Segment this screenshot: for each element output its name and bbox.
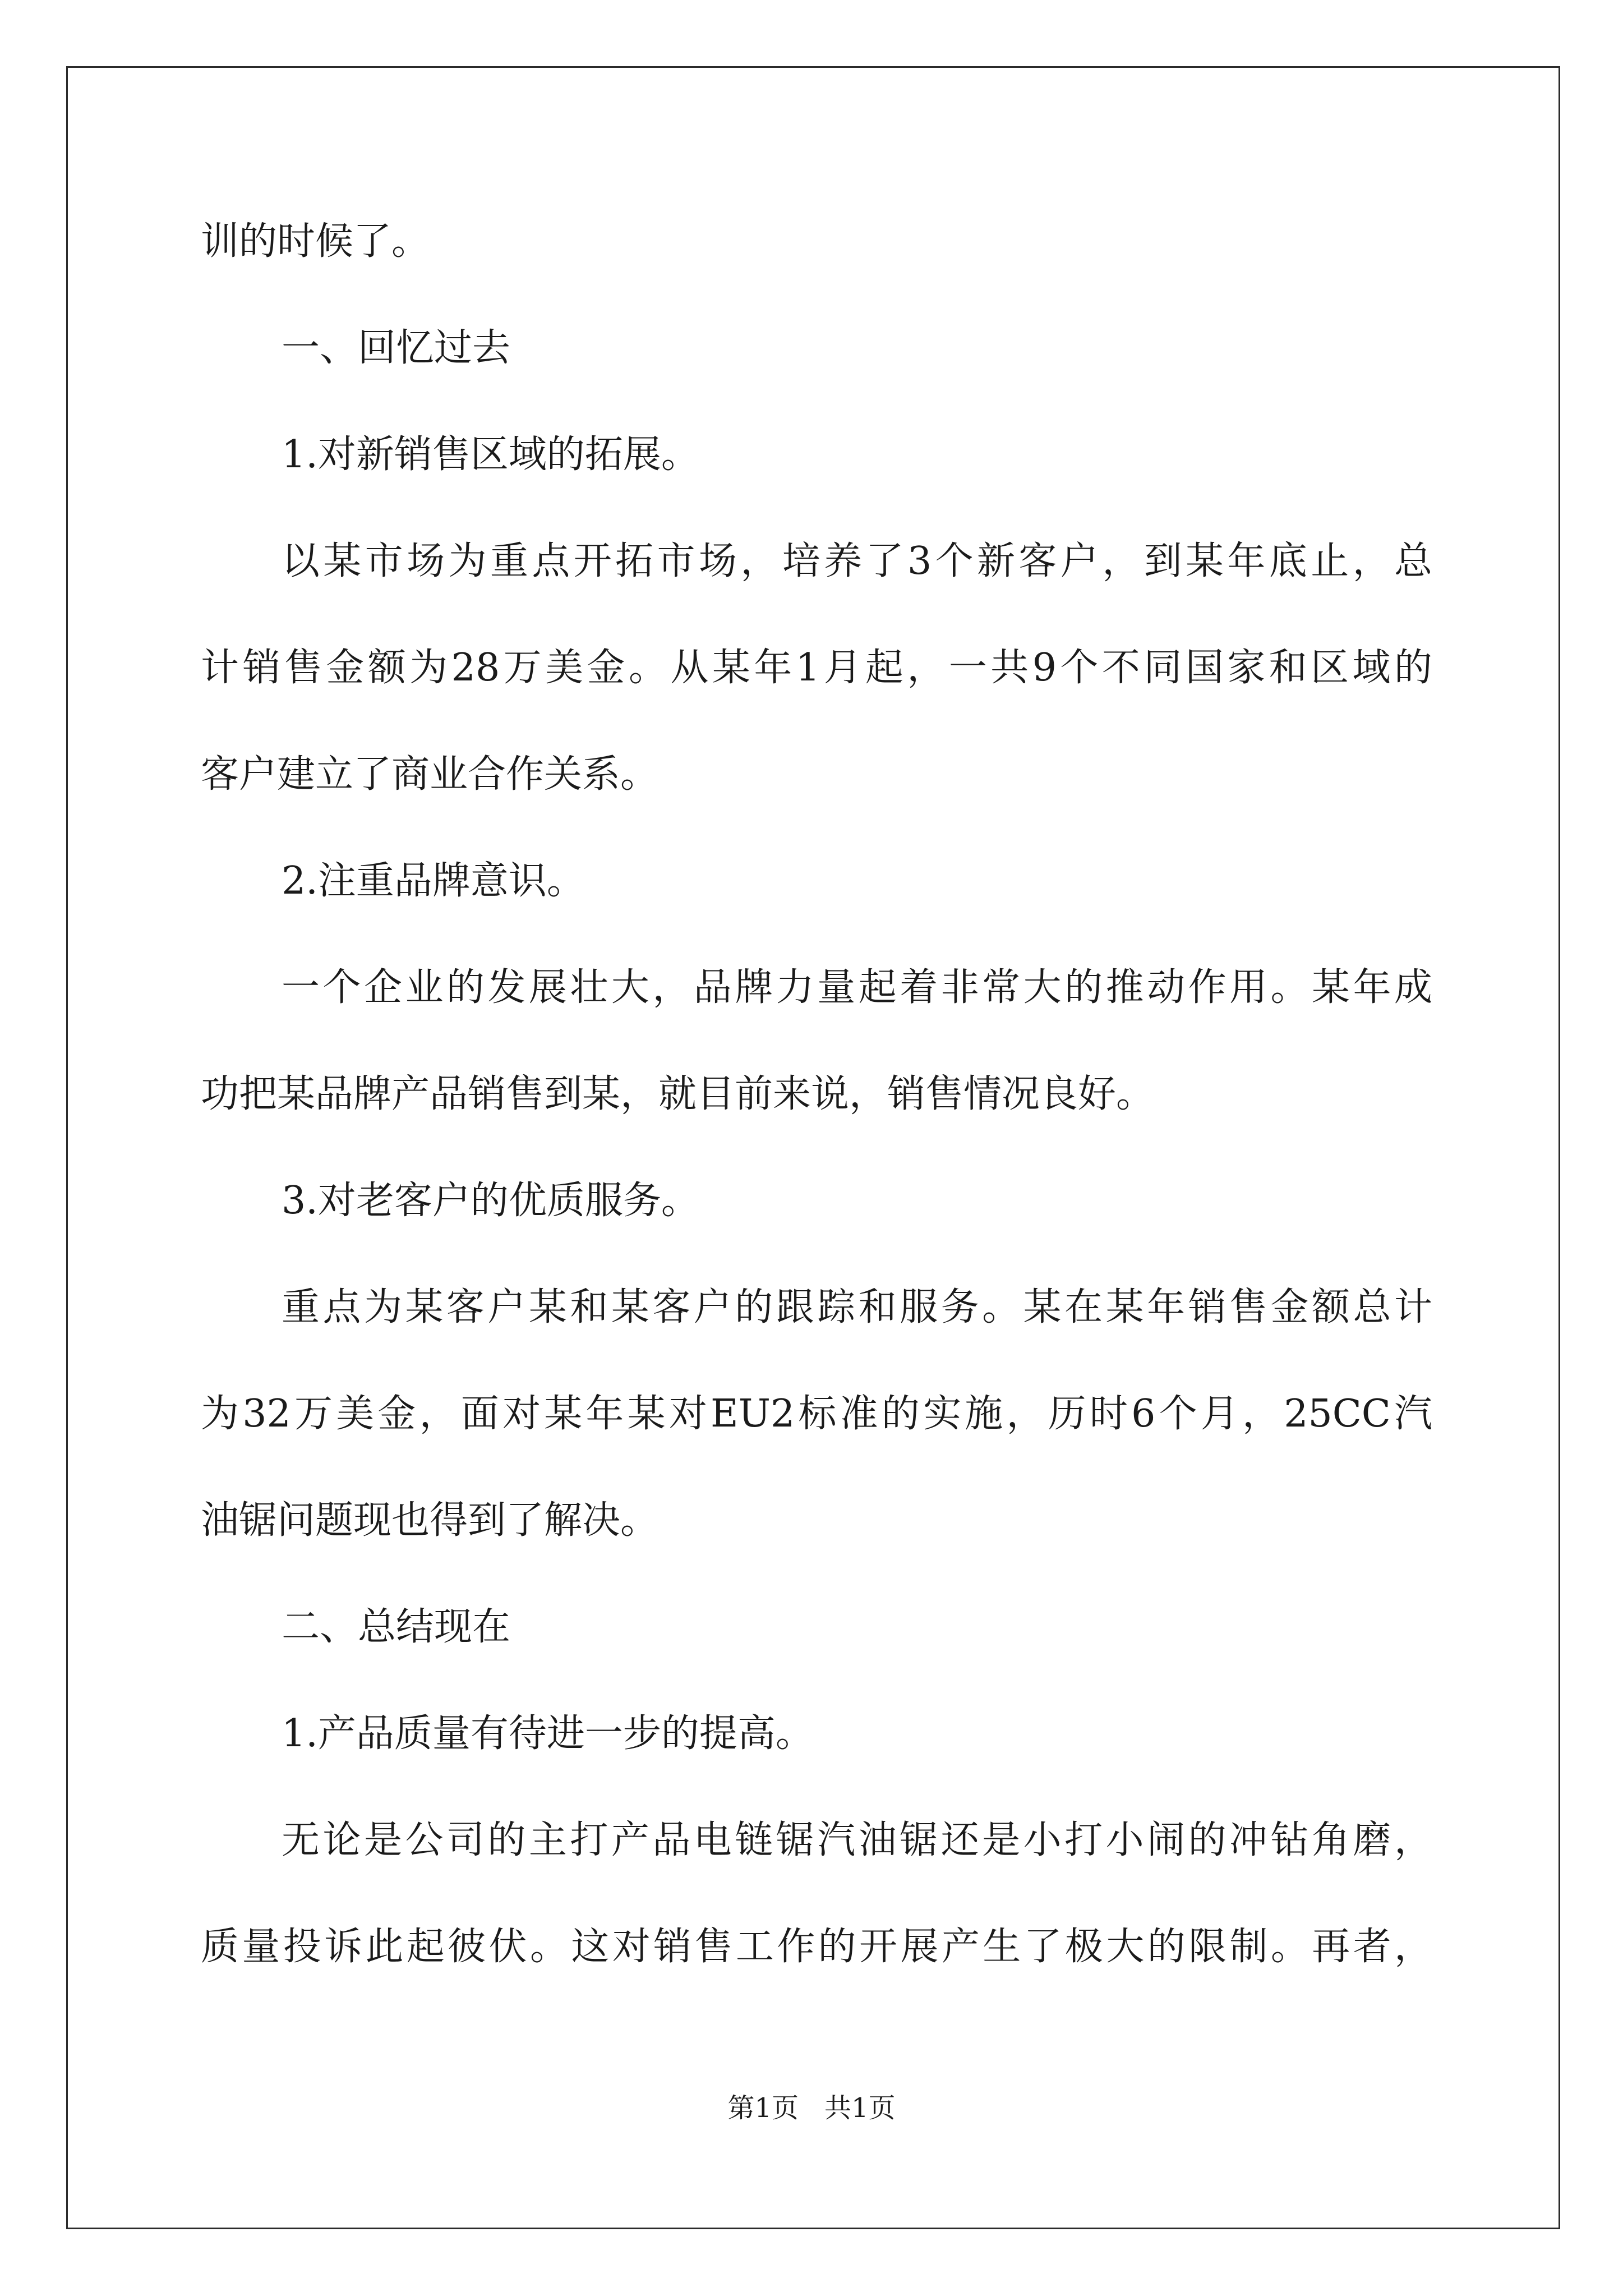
paragraph-line: 无论是公司的主打产品电链锯汽油锯还是小打小闹的冲钻角磨， — [282, 1818, 1432, 1862]
paragraph-line: 为32万美金，面对某年某对EU2标准的实施，历时6个月，25CC汽 — [201, 1392, 1432, 1436]
section-heading: 一、回忆过去 — [282, 326, 511, 370]
paragraph-line: 功把某品牌产品销售到某，就目前来说，销售情况良好。 — [201, 1072, 1155, 1116]
paragraph-line: 计销售金额为28万美金。从某年1月起，一共9个不同国家和区域的 — [201, 646, 1432, 690]
subsection-heading: 2.注重品牌意识。 — [282, 859, 585, 903]
subsection-heading: 1.产品质量有待进一步的提高。 — [282, 1711, 814, 1756]
paragraph-line: 油锯问题现也得到了解决。 — [201, 1498, 659, 1543]
page-total: 共1页 — [824, 2092, 896, 2124]
page-border — [66, 66, 1560, 2229]
paragraph-line: 以某市场为重点开拓市场，培养了3个新客户，到某年底止，总 — [282, 539, 1432, 583]
subsection-heading: 1.对新销售区域的拓展。 — [282, 432, 699, 477]
page-number: 第1页 — [727, 2092, 799, 2124]
paragraph-line: 重点为某客户某和某客户的跟踪和服务。某在某年销售金额总计 — [282, 1285, 1432, 1329]
paragraph-line: 质量投诉此起彼伏。这对销售工作的开展产生了极大的限制。再者， — [201, 1925, 1432, 1969]
page-footer — [0, 2091, 1623, 2125]
subsection-heading: 3.对老客户的优质服务。 — [282, 1179, 699, 1223]
paragraph-line: 一个企业的发展壮大，品牌力量起着非常大的推动作用。某年成 — [282, 965, 1432, 1010]
section-heading: 二、总结现在 — [282, 1605, 511, 1649]
paragraph-line: 训的时候了。 — [201, 219, 430, 264]
paragraph-line: 客户建立了商业合作关系。 — [201, 752, 659, 797]
